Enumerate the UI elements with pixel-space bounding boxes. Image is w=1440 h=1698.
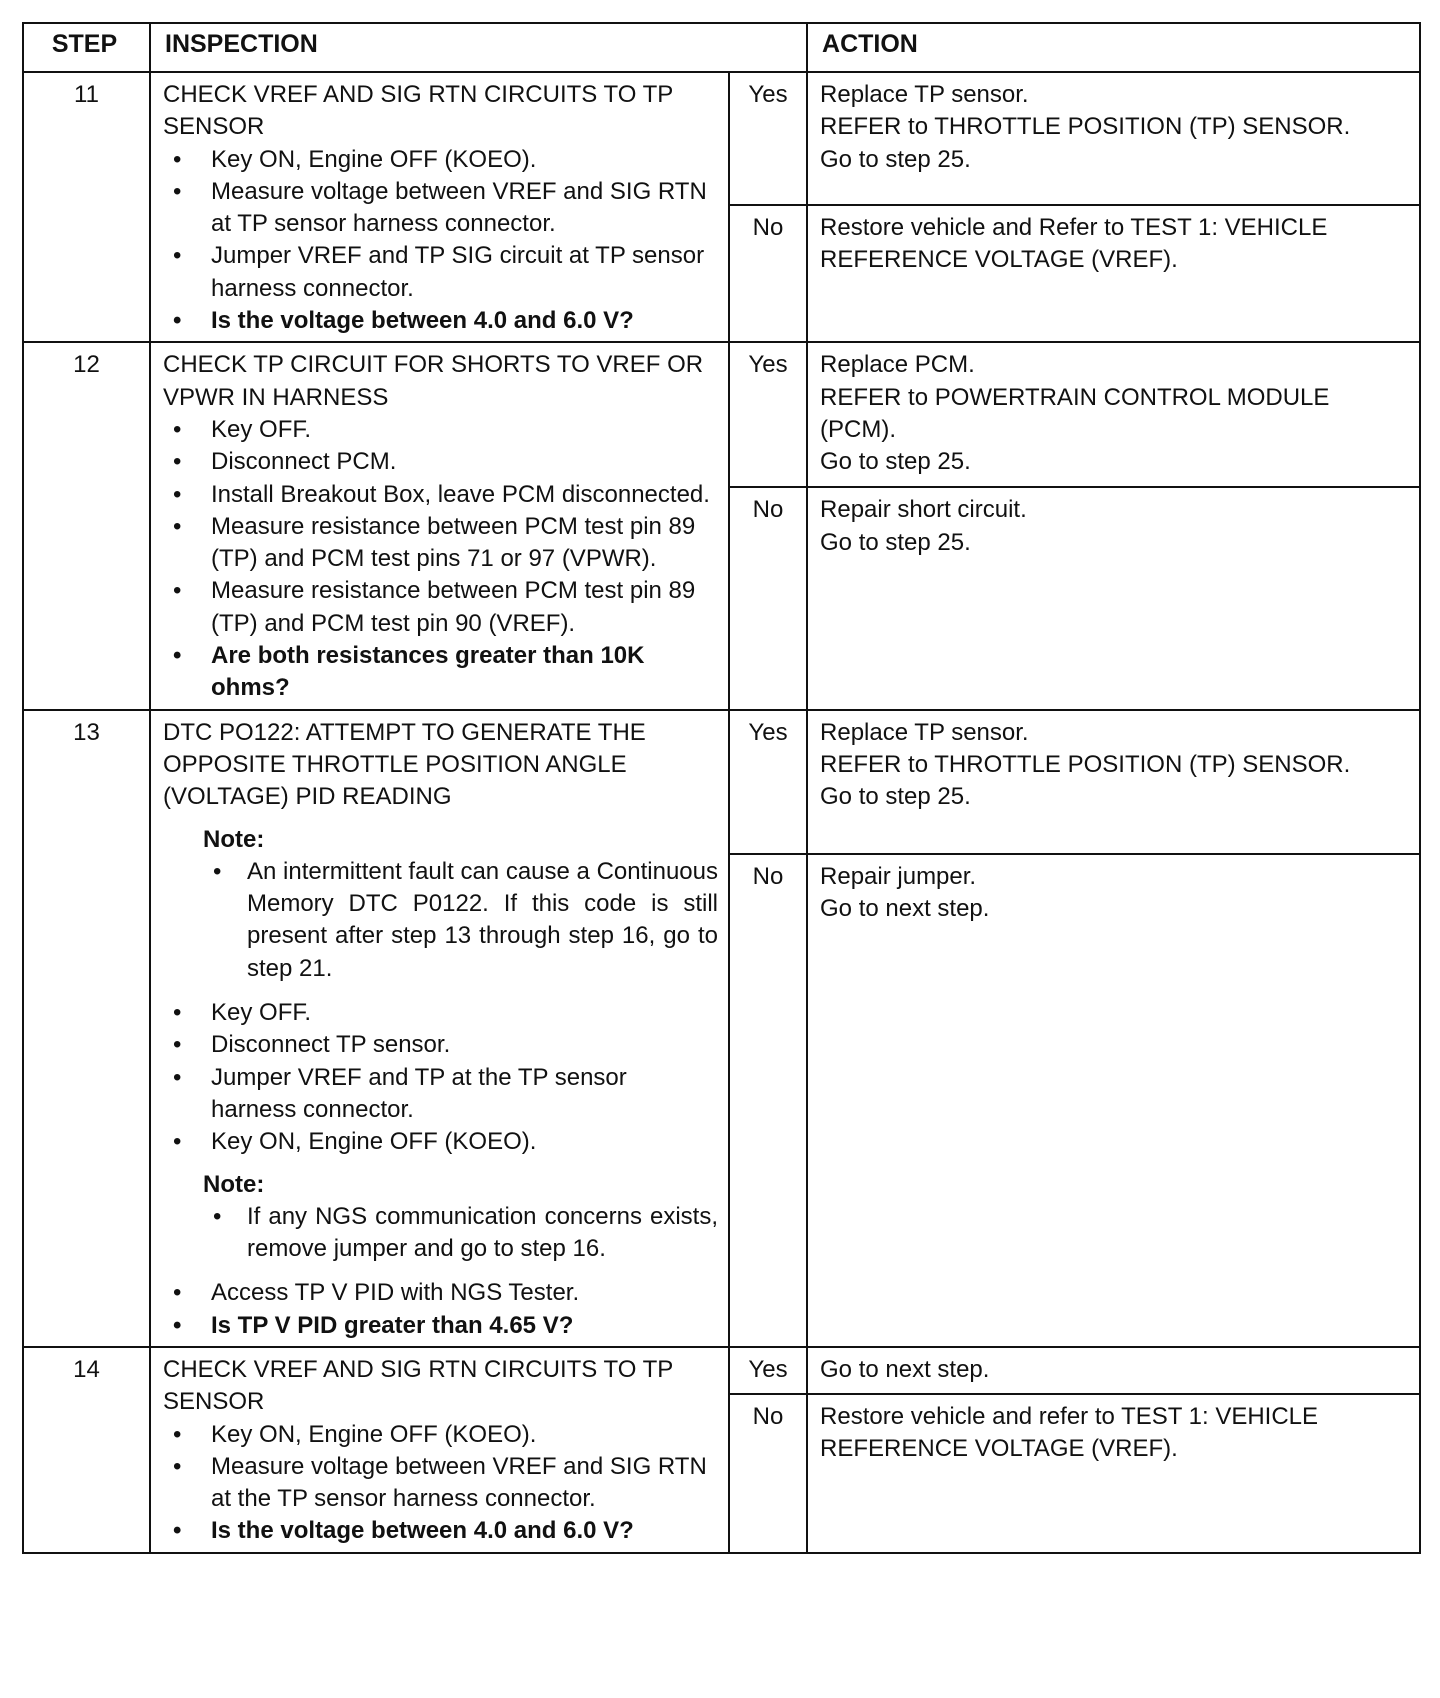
inspection-step: • Measure resistance between PCM test pin 89 (TP) and PCM test pins 71 or 97 (VPWR). bbox=[163, 511, 718, 576]
inspection-cell bbox=[150, 1347, 729, 1553]
no-label: No bbox=[729, 854, 807, 1347]
no-label: No bbox=[729, 487, 807, 709]
inspection-title: CHECK VREF AND SIG RTN CIRCUITS TO TP SENSOR bbox=[163, 1355, 673, 1416]
inspection-title: DTC PO122: ATTEMPT TO GENERATE THE OPPOSITE THROTTLE POSITION ANGLE (VOLTAGE) PID READING bbox=[163, 718, 646, 811]
header-action: ACTION bbox=[807, 23, 1420, 72]
step-number: 13 bbox=[23, 710, 150, 1347]
step-14-yes-row bbox=[23, 1347, 1420, 1394]
inspection-cell bbox=[150, 342, 729, 709]
inspection-step: • Key OFF. bbox=[163, 414, 718, 446]
step-12-group bbox=[23, 342, 1420, 709]
inspection-question: • Are both resistances greater than 10K ohms? bbox=[163, 640, 718, 705]
no-action bbox=[807, 205, 1420, 342]
step-14-group bbox=[23, 1347, 1420, 1553]
inspection-steps bbox=[163, 414, 718, 705]
inspection-steps bbox=[163, 144, 718, 338]
step-11-yes-row bbox=[23, 72, 1420, 205]
inspection-steps bbox=[163, 1419, 718, 1548]
action-line: REFER to POWERTRAIN CONTROL MODULE (PCM). bbox=[820, 383, 1330, 443]
inspection-cell bbox=[150, 710, 729, 1347]
inspection-cell bbox=[150, 72, 729, 342]
step-12-yes-row bbox=[23, 342, 1420, 487]
inspection-step: • Key ON, Engine OFF (KOEO). bbox=[163, 1126, 718, 1158]
inspection-step: • Access TP V PID with NGS Tester. bbox=[163, 1277, 718, 1309]
note-text: • If any NGS communication concerns exists, remove jumper and go to step 16. bbox=[203, 1201, 718, 1266]
diagnostic-procedure-table bbox=[22, 22, 1421, 1554]
inspection-step: • Measure resistance between PCM test pin 89 (TP) and PCM test pin 90 (VREF). bbox=[163, 575, 718, 640]
no-label: No bbox=[729, 1394, 807, 1553]
header-inspection: INSPECTION bbox=[150, 23, 807, 72]
yes-action bbox=[807, 710, 1420, 854]
action-line: Replace TP sensor. bbox=[820, 81, 1029, 108]
inspection-step: • Disconnect TP sensor. bbox=[163, 1029, 718, 1061]
note-block bbox=[203, 824, 718, 985]
note-list bbox=[203, 1201, 718, 1266]
inspection-title: CHECK VREF AND SIG RTN CIRCUITS TO TP SENSOR bbox=[163, 81, 673, 141]
yes-label: Yes bbox=[729, 72, 807, 205]
inspection-step: • Disconnect PCM. bbox=[163, 446, 718, 478]
step-13-yes-row bbox=[23, 710, 1420, 854]
no-action bbox=[807, 1394, 1420, 1553]
action-line: REFER to THROTTLE POSITION (TP) SENSOR. bbox=[820, 750, 1351, 778]
action-line: Replace TP sensor. bbox=[820, 718, 1029, 746]
action-line: Repair jumper. bbox=[820, 862, 977, 890]
action-line: Go to step 25. bbox=[820, 448, 971, 476]
action-line: Go to step 25. bbox=[820, 145, 971, 173]
yes-label: Yes bbox=[729, 342, 807, 487]
inspection-step: • Measure voltage between VREF and SIG RTN at the TP sensor harness connector. bbox=[163, 1451, 718, 1516]
note-label: Note: bbox=[203, 1170, 265, 1198]
inspection-step: • Measure voltage between VREF and SIG RTN at TP sensor harness connector. bbox=[163, 176, 718, 241]
inspection-question: • Is the voltage between 4.0 and 6.0 V? bbox=[163, 1515, 718, 1547]
yes-label: Yes bbox=[729, 1347, 807, 1394]
inspection-step: • Key ON, Engine OFF (KOEO). bbox=[163, 144, 718, 176]
no-action bbox=[807, 854, 1420, 1347]
action-line: Restore vehicle and refer to TEST 1: VEHICLE REFERENCE VOLTAGE (VREF). bbox=[820, 1402, 1319, 1463]
step-11-group bbox=[23, 72, 1420, 342]
inspection-question: • Is the voltage between 4.0 and 6.0 V? bbox=[163, 305, 718, 337]
yes-action bbox=[807, 72, 1420, 205]
action-line: Repair short circuit. bbox=[820, 496, 1027, 524]
action-line: Restore vehicle and Refer to TEST 1: VEHICLE REFERENCE VOLTAGE (VREF). bbox=[820, 214, 1328, 274]
action-line: Go to next step. bbox=[820, 894, 990, 922]
note-list bbox=[203, 856, 718, 985]
inspection-question: • Is TP V PID greater than 4.65 V? bbox=[163, 1310, 718, 1342]
inspection-steps bbox=[163, 1277, 718, 1342]
action-line: Go to step 25. bbox=[820, 528, 971, 556]
inspection-title: CHECK TP CIRCUIT FOR SHORTS TO VREF OR VPWR IN HARNESS bbox=[163, 351, 704, 411]
no-label: No bbox=[729, 205, 807, 342]
note-block bbox=[203, 1169, 718, 1266]
step-13-group bbox=[23, 710, 1420, 1347]
inspection-step: • Key OFF. bbox=[163, 997, 718, 1029]
inspection-step: • Jumper VREF and TP at the TP sensor harness connector. bbox=[163, 1062, 718, 1127]
inspection-step: • Jumper VREF and TP SIG circuit at TP sensor harness connector. bbox=[163, 240, 718, 305]
inspection-step: • Install Breakout Box, leave PCM disconnected. bbox=[163, 479, 718, 511]
yes-action bbox=[807, 342, 1420, 487]
no-action bbox=[807, 487, 1420, 709]
header-step: STEP bbox=[23, 23, 150, 72]
procedure-document bbox=[22, 22, 1419, 1554]
step-number: 14 bbox=[23, 1347, 150, 1553]
action-line: Go to step 25. bbox=[820, 783, 971, 811]
action-line: Replace PCM. bbox=[820, 351, 975, 379]
header-row bbox=[23, 23, 1420, 72]
yes-action bbox=[807, 1347, 1420, 1394]
note-label: Note: bbox=[203, 825, 265, 853]
step-number: 11 bbox=[23, 72, 150, 342]
action-line: REFER to THROTTLE POSITION (TP) SENSOR. bbox=[820, 113, 1351, 141]
action-line: Go to next step. bbox=[820, 1355, 990, 1383]
note-text: • An intermittent fault can cause a Continuous Memory DTC P0122. If this code is still present after step 13 through step 16, go to step 21. bbox=[203, 856, 718, 985]
inspection-steps bbox=[163, 997, 718, 1158]
yes-label: Yes bbox=[729, 710, 807, 854]
step-number: 12 bbox=[23, 342, 150, 709]
inspection-step: • Key ON, Engine OFF (KOEO). bbox=[163, 1419, 718, 1451]
